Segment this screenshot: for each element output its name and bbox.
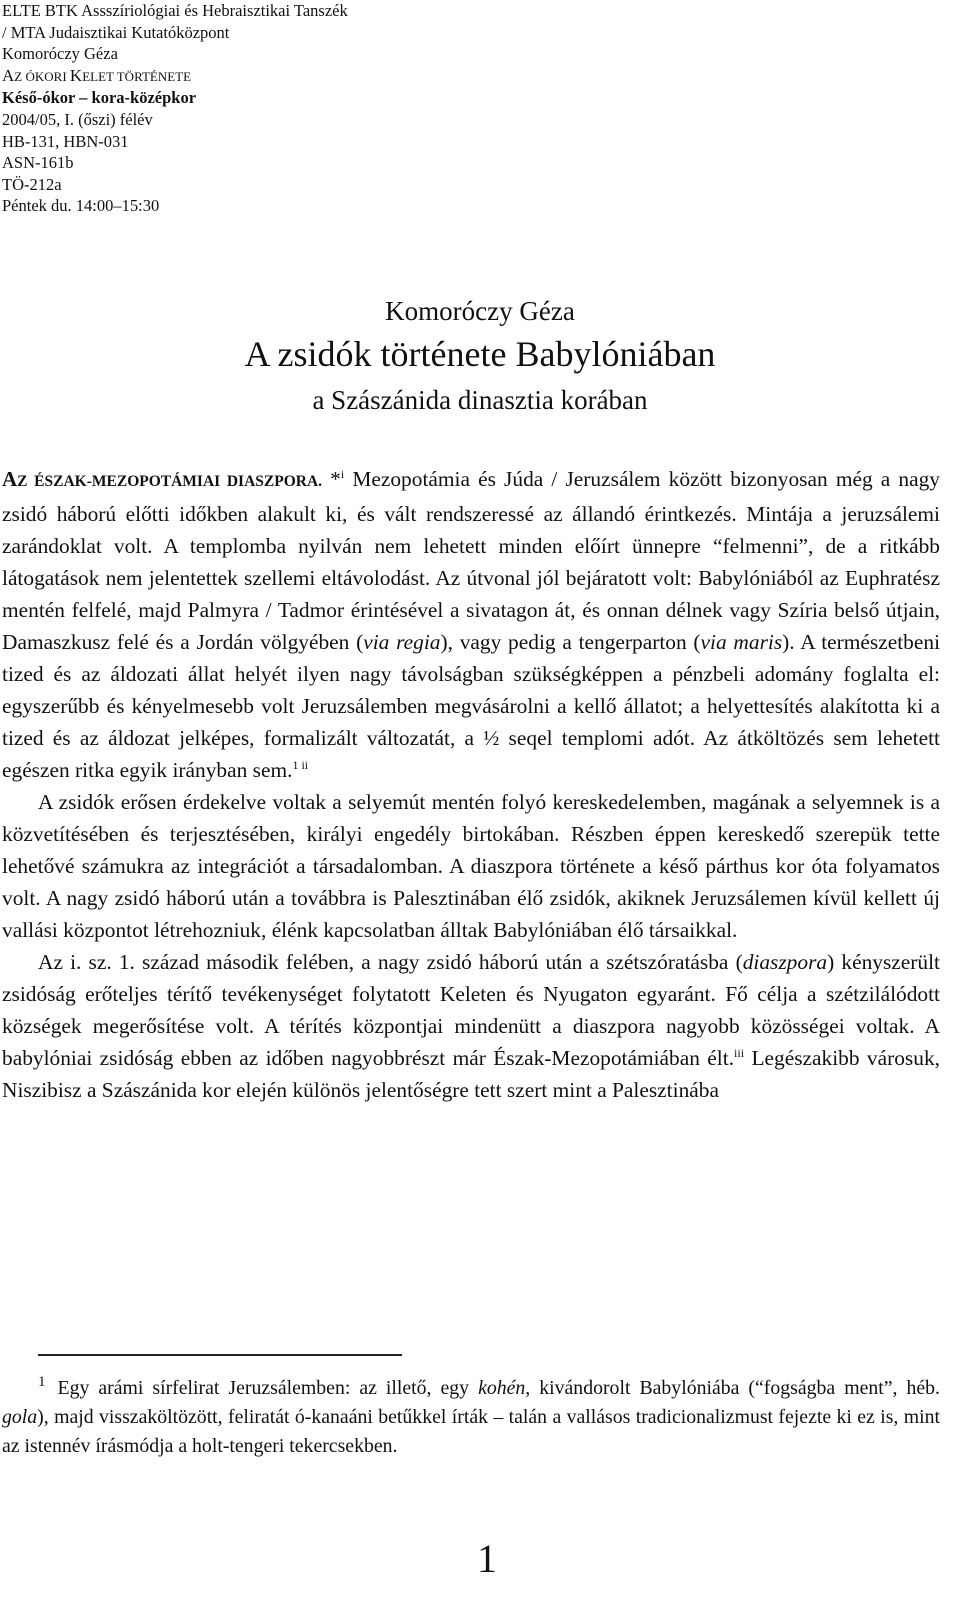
institute-line: / MTA Judaisztikai Kutatóközpont <box>2 22 230 42</box>
semester: 2004/05, I. (őszi) félév <box>2 109 153 129</box>
course-title: AZ ÓKORI KELET TÖRTÉNETE <box>2 65 192 85</box>
footnote: $^1$ Egy arámi sírfelirat Jeruzsálemben: az illető, egy kohén, kivándorolt Babylóniába (“fogságba ment”, héb. gola), majd visszaköltözött, feliratát ó-kanaáni betűkkel írták – talán a vallásos tradicionalizmust fejezte ki ez is, mint az istennév írásmódja a holt-tengeri tekercsekben. <box>2 1374 940 1457</box>
title-sub: a Szászánida dinasztia korában <box>312 385 648 415</box>
footnote-divider <box>38 1354 402 1356</box>
section-heading: AZ ÉSZAK-MEZOPOTÁMIAI DIASZPORA. <box>2 467 323 491</box>
room: TÖ-212a <box>2 174 62 194</box>
page-number: 1 <box>477 1536 497 1581</box>
lecturer-name: Komoróczy Géza <box>2 44 118 64</box>
time: Péntek du. 14:00–15:30 <box>2 196 160 216</box>
paragraph: A zsidók erősen érdekelve voltak a selyemút mentén folyó kereskedelemben, magának a selyemnek is a közvetítésében és terjesztésében, királyi engedély birtokában. Részben éppen kereskedő szerepük tette lehetővé számukra az integrációt a társadalomban. A diaszpora története a késő párthus kor óta folyamatos volt. A nagy zsidó háború után a továbbra is Palesztinában élő zsidók, akiknek Jeruzsálemen kívül kellett új vallási központot létrehozniuk, élénk kapcsolatban álltak Babylóniában élő társaikkal. <box>2 790 940 942</box>
course-subtitle: Késő-ókor – kora-középkor <box>2 88 197 108</box>
course-header <box>2 0 348 217</box>
footnote-ref[interactable]: 1 ii <box>292 757 309 772</box>
title-author: Komoróczy Géza <box>385 296 575 326</box>
course-code: HB-131, HBN-031 <box>2 131 129 151</box>
title-main: A zsidók története Babylóniában <box>244 334 716 374</box>
paragraph: AZ ÉSZAK-MEZOPOTÁMIAI DIASZPORA. *$^i$ Mezopotámia és Júda / Jeruzsálem között bizonyosan még a nagy zsidó háború előtti időkben alakult ki, és vált rendszeressé az állandó érintkezés. Mintája a jeruzsálemi zarándoklat volt. A templomba nyilván nem lehetett minden előírt ünnepre “felmenni”, de a ritkább látogatások nem jelentettek szellemi eltávolodást. Az útvonal jól bejáratott volt: Babylóniából az Euphratész mentén felfelé, majd Palmyra / Tadmor érintésével a sivatagon át, és onnan délnek vagy Szíria belső útjain, Damaszkusz felé és a Jordán völgyében (via regia), vagy pedig a tengerparton (via maris). A természetbeni tized és az áldozati állat helyét ilyen nagy távolságban szükségképpen a pénzbeli adomány foglalta el: egyszerűbb és kényelmesebb volt Jeruzsálemben megvásárolni a kellő állatot; a helyettesítés alakította ki a tized és az áldozat jelképes, formalizált változatát, a ½ seqel templomi adót. Az átköltözés sem lehetett egészen ritka egyik irányban sem.$^{1 ii}$ <box>2 466 941 782</box>
endnote-ref[interactable]: iii <box>734 1045 745 1060</box>
course-code-2: ASN-161b <box>2 153 74 173</box>
footnote-number: 1 <box>38 1374 46 1391</box>
paragraph: Az i. sz. 1. század második felében, a nagy zsidó háború után a szétszóratásba (diaszpora) kényszerült zsidóság erőteljes térítő tevékenységet folytatott Keleten és Nyugaton egyaránt. Fő célja a szétzilálódott községek megerősítése volt. A térítés központjai mindenütt a diaszpora nagyobb közösségei voltak. A babylóniai zsidóság ebben az időben nagyobbrészt már Észak-Mezopotámiában élt.$^{iii}$ Legészakibb városuk, Niszibisz a Szászánida kor elején különös jelentőségre tett szert mint a Palesztinába <box>2 950 940 1102</box>
body-text <box>2 463 940 1106</box>
department-line: ELTE BTK Assszíriológiai és Hebraisztikai Tanszék <box>2 1 348 20</box>
endnote-ref[interactable]: i <box>340 466 345 481</box>
